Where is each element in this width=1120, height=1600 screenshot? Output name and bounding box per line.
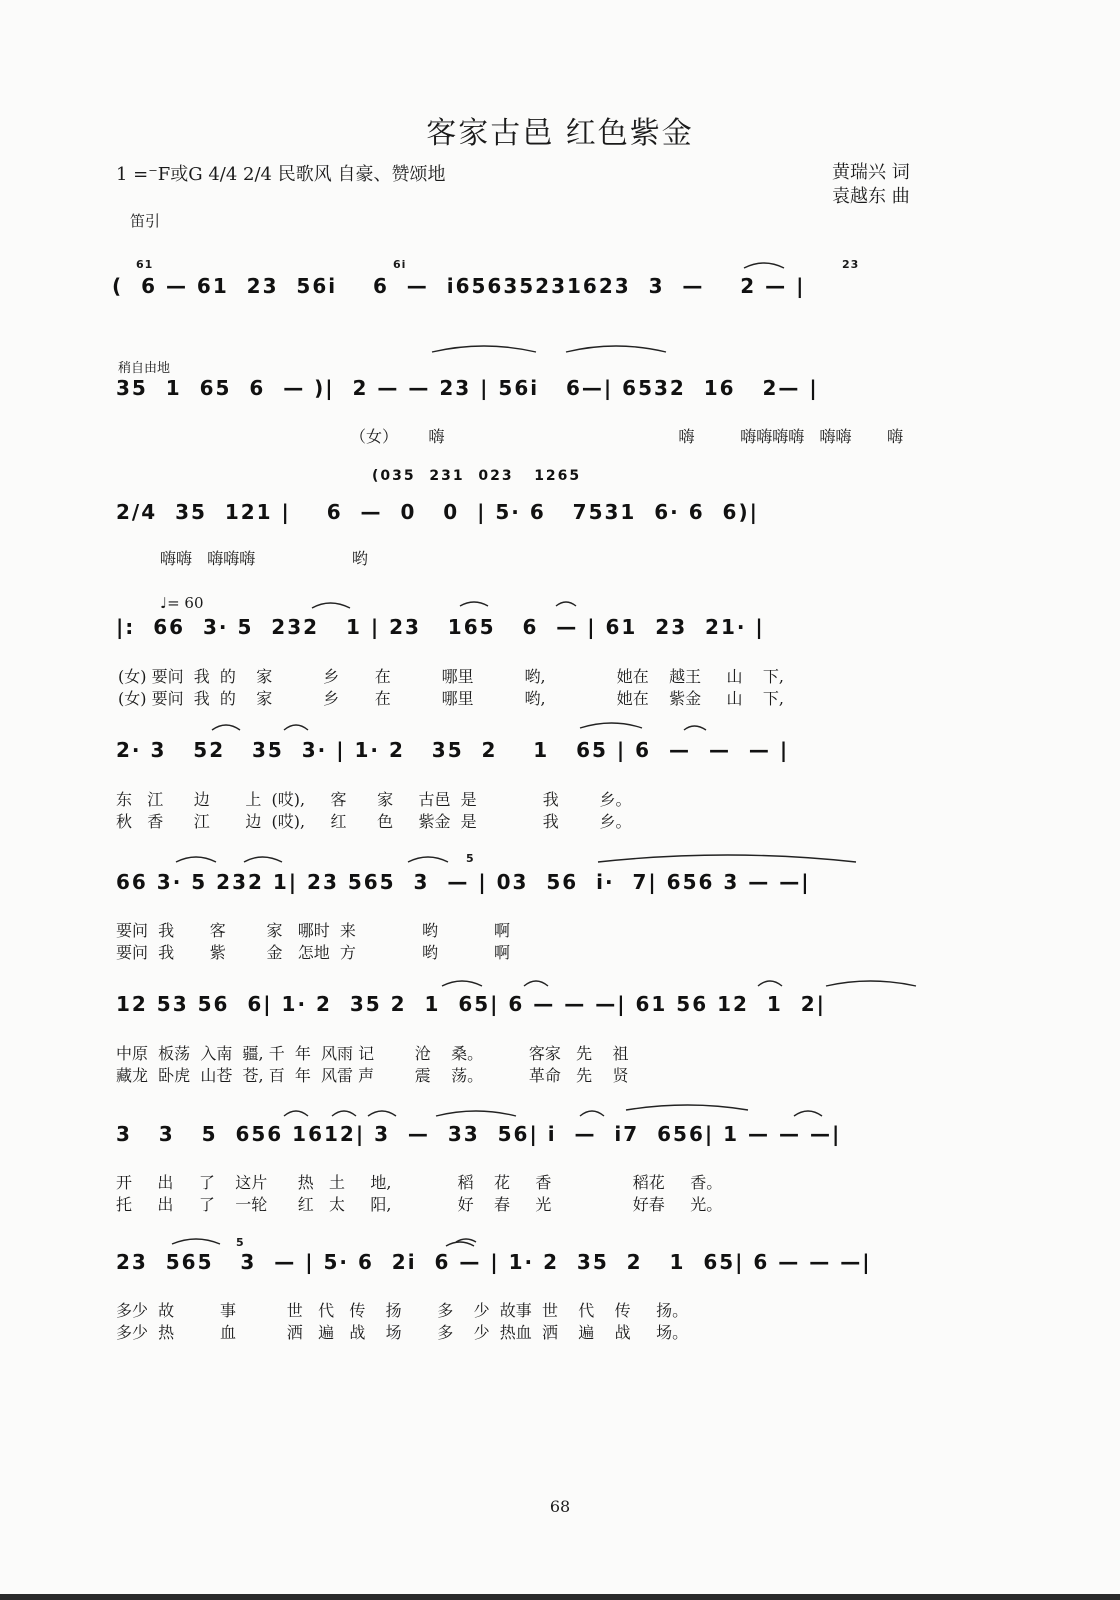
lyric-line-4a: (女) 要问 我 的 家 乡 在 哪里 哟, 她在 越王 山 下,	[118, 667, 784, 686]
composer-credit: 袁越东 曲	[832, 186, 910, 207]
lyric-line-3a: 嗨嗨 嗨嗨嗨 哟	[160, 549, 368, 568]
notation-line-7: 12 53 56 6| 1· 2 35 2 1 65| 6 — — —| 61 56 12 1 2|	[116, 992, 826, 1016]
grace-note: 23	[842, 258, 860, 271]
lyric-line-7a: 中原 板荡 入南 疆, 千 年 风雨 记 沧 桑。 客家 先 祖	[116, 1044, 629, 1063]
grace-note: 6i	[393, 258, 407, 271]
lyric-line-8b: 托 出 了 一轮 红 太 阳, 好 春 光 好春 光。	[116, 1195, 723, 1214]
notation-line-1: ( 6 — 61 23 56i 6 — i65635231623 3 — 2 — |	[112, 274, 806, 298]
lyric-line-6a: 要问 我 客 家 哪时 来 哟 啊	[116, 921, 510, 940]
page-number: 68	[549, 1497, 571, 1516]
notation-line-2: 35 1 65 6 — )| 2 — — 23 | 56i 6—| 6532 16 2— |	[116, 376, 819, 400]
notation-line-3: 2/4 35 121 | 6 — 0 0 | 5· 6 7531 6· 6 6)|	[116, 500, 759, 524]
key-and-meter-line: 1 =⁻F或G 4/4 2/4 民歌风 自豪、赞颂地	[116, 164, 446, 185]
grace-note: 5	[236, 1236, 245, 1249]
grace-note: 5	[466, 852, 475, 865]
metronome-mark: ♩= 60	[160, 594, 204, 612]
inner-melody: (035 231 023 1265	[372, 468, 582, 484]
lyric-line-5a: 东 江 边 上 (哎), 客 家 古邑 是 我 乡。	[116, 790, 632, 809]
tempo-free-mark: 稍自由地	[118, 361, 171, 376]
lyric-line-8a: 开 出 了 这片 热 土 地, 稻 花 香 稻花 香。	[116, 1173, 723, 1192]
notation-line-8: 3 3 5 656 1612| 3 — 33 56| i — i7 656| 1 — — —|	[116, 1122, 842, 1146]
lyric-line-5b: 秋 香 江 边 (哎), 红 色 紫金 是 我 乡。	[116, 812, 632, 831]
scan-edge	[0, 1594, 1120, 1600]
lyric-line-9a: 多少 故 事 世 代 传 扬 多 少 故事 世 代 传 扬。	[116, 1301, 689, 1320]
grace-note: 61	[136, 258, 154, 271]
lyric-line-7b: 藏龙 卧虎 山苍 苍, 百 年 风雷 声 震 荡。 革命 先 贤	[116, 1066, 629, 1085]
notation-line-4: |: 66 3· 5 232 1 | 23 165 6 — | 61 23 21· |	[116, 615, 765, 639]
intro-label: 笛引	[130, 212, 161, 230]
notation-line-5: 2· 3 52 35 3· | 1· 2 35 2 1 65 | 6 — — — |	[116, 738, 790, 762]
notation-line-6: 66 3· 5 232 1| 23 565 3 — | 03 56 i· 7| 656 3 — —|	[116, 870, 811, 894]
lyric-line-9b: 多少 热 血 洒 遍 战 场 多 少 热血 洒 遍 战 场。	[116, 1323, 689, 1342]
lyric-line-2a: （女） 嗨 嗨 嗨嗨嗨嗨 嗨嗨 嗨	[350, 427, 904, 446]
lyricist-credit: 黄瑞兴 词	[832, 162, 910, 183]
notation-line-9: 23 565 3 — | 5· 6 2i 6 — | 1· 2 35 2 1 65| 6 — — —|	[116, 1250, 872, 1274]
song-title: 客家古邑 红色紫金	[426, 116, 694, 151]
lyric-line-6b: 要问 我 紫 金 怎地 方 哟 啊	[116, 943, 510, 962]
lyric-line-4b: (女) 要问 我 的 家 乡 在 哪里 哟, 她在 紫金 山 下,	[118, 689, 784, 708]
